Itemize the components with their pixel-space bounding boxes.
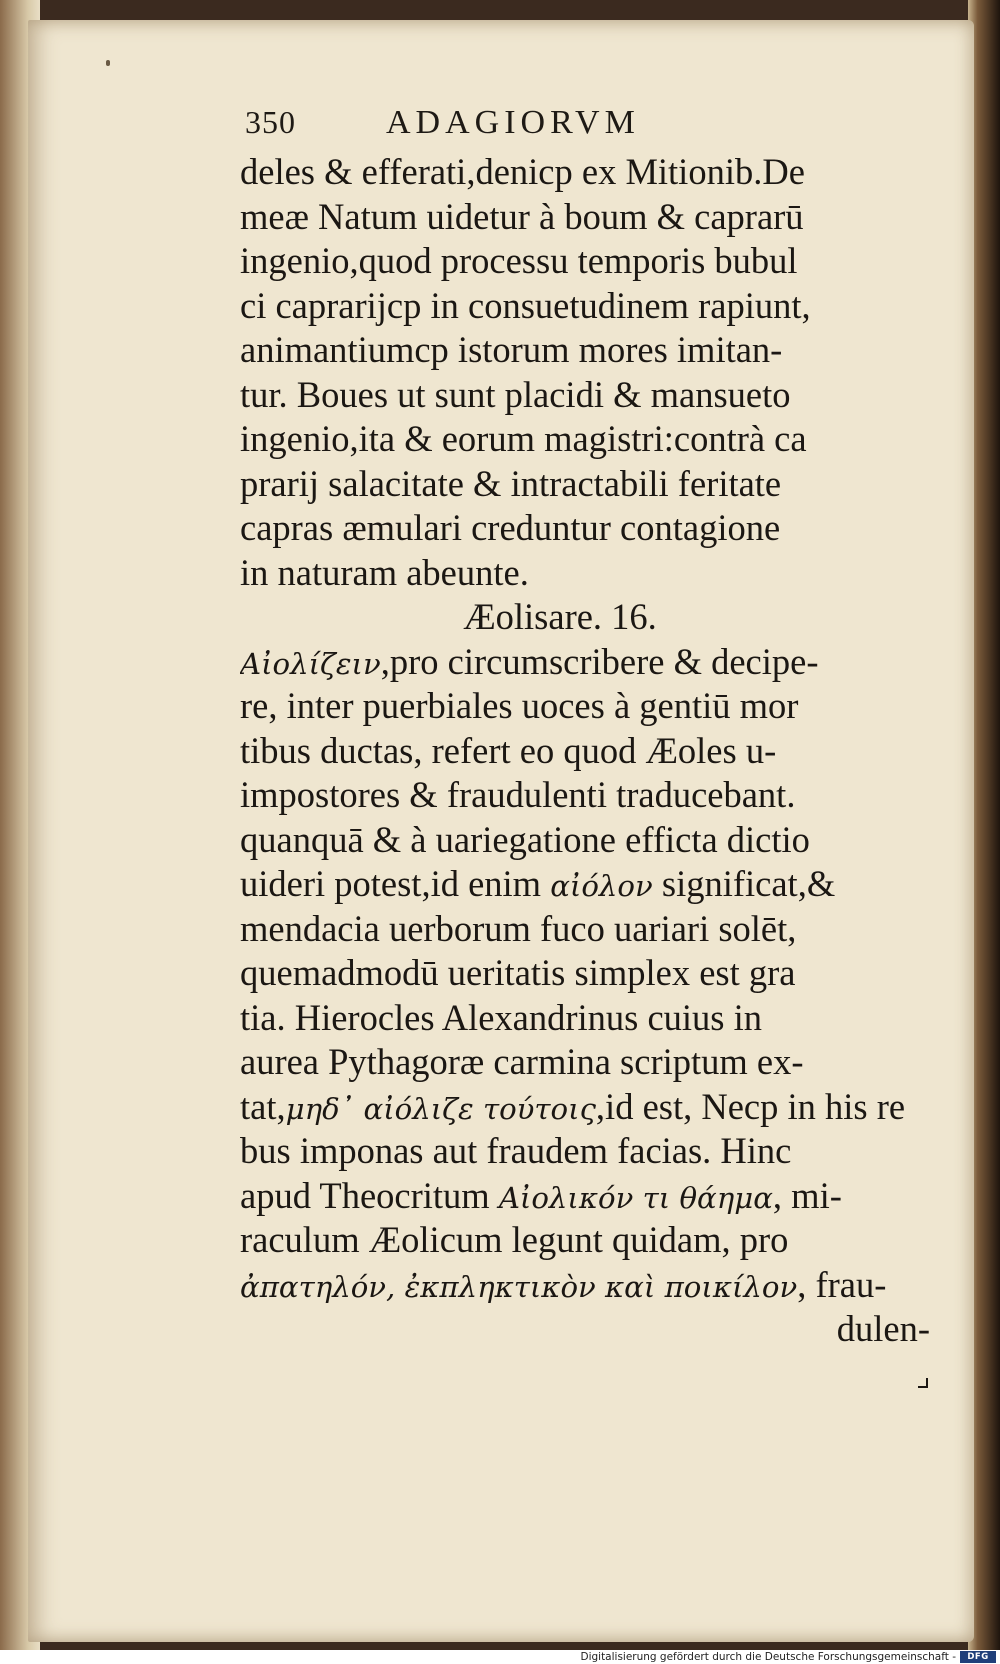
text-line: ci caprarijcp in consuetudinem rapiunt,	[240, 284, 811, 326]
text-line: mendacia uerborum fuco uariari solēt,	[240, 907, 797, 949]
text-line: capras æmulari creduntur contagione	[240, 507, 781, 548]
greek-word: μηδ᾽ αἰόλιζε τούτοις	[285, 1091, 596, 1126]
footer-credit: Digitalisierung gefördert durch die Deutsche Forschungsgemeinschaft -	[580, 1651, 956, 1663]
corner-mark	[918, 1378, 928, 1388]
text-line: tia. Hierocles Alexandrinus cuius in	[240, 996, 763, 1038]
text-line: Αἰολίζειν,pro circumscribere & decipe-	[240, 640, 819, 682]
text-line: aurea Pythagoræ carmina scriptum ex-	[240, 1041, 804, 1082]
page-body-text	[240, 150, 930, 1352]
text-line: bus imponas aut fraudem facias. Hinc	[240, 1130, 792, 1171]
page-number: 350	[245, 104, 296, 140]
text-line: re, inter puerbiales uoces à gentiū mor	[240, 685, 799, 726]
page-speck	[106, 60, 110, 66]
running-title: ADAGIORVM	[386, 104, 640, 141]
text-line: impostores & fraudulenti traducebant.	[240, 774, 796, 815]
dfg-logo: DFG	[960, 1651, 996, 1663]
greek-word: Αἰολίζειν	[240, 646, 381, 681]
text-line: tibus ductas, refert eo quod Æoles u-	[240, 729, 777, 771]
text-line: ingenio,ita & eorum magistri:contrà ca	[240, 418, 807, 459]
page-header	[245, 104, 745, 154]
text-line: meæ Natum uidetur à boum & caprarū	[240, 195, 804, 237]
text-line: ἀπατηλόν, ἐκπληκτικὸν καὶ ποικίλον, frau-	[240, 1263, 887, 1305]
greek-word: Αἰολικόν τι θάημα	[498, 1180, 773, 1215]
catchword: dulen-	[836, 1308, 930, 1349]
adage-heading: Æolisare. 16.	[463, 596, 657, 637]
digitization-footer	[0, 1650, 1000, 1664]
text-line: quanquā & à uariegatione efficta dictio	[240, 818, 810, 860]
text-line: uideri potest,id enim αἰόλον significat,&	[240, 863, 836, 904]
text-line: apud Theocritum Αἰολικόν τι θάημα, mi-	[240, 1174, 842, 1216]
greek-word: ἀπατηλόν, ἐκπληκτικὸν καὶ ποικίλον	[240, 1269, 798, 1304]
text-line: ingenio,quod processu temporis bubul	[240, 240, 798, 281]
greek-word: αἰόλον	[550, 869, 653, 903]
text-line: animantiumcp istorum mores imitan-	[240, 329, 783, 370]
text-line: tat,μηδ᾽ αἰόλιζε τούτοις,id est, Necp in his re	[240, 1085, 906, 1127]
text-line: in naturam abeunte.	[240, 551, 529, 593]
text-line: raculum Æolicum legunt quidam, pro	[240, 1219, 789, 1260]
text-line: prarij salacitate & intractabili feritate	[240, 462, 782, 504]
text-line: quemadmodū ueritatis simplex est gra	[240, 952, 796, 993]
text-line: tur. Boues ut sunt placidi & mansueto	[240, 373, 791, 415]
text-line: deles & efferati,denicp ex Mitionib.De	[240, 151, 805, 192]
